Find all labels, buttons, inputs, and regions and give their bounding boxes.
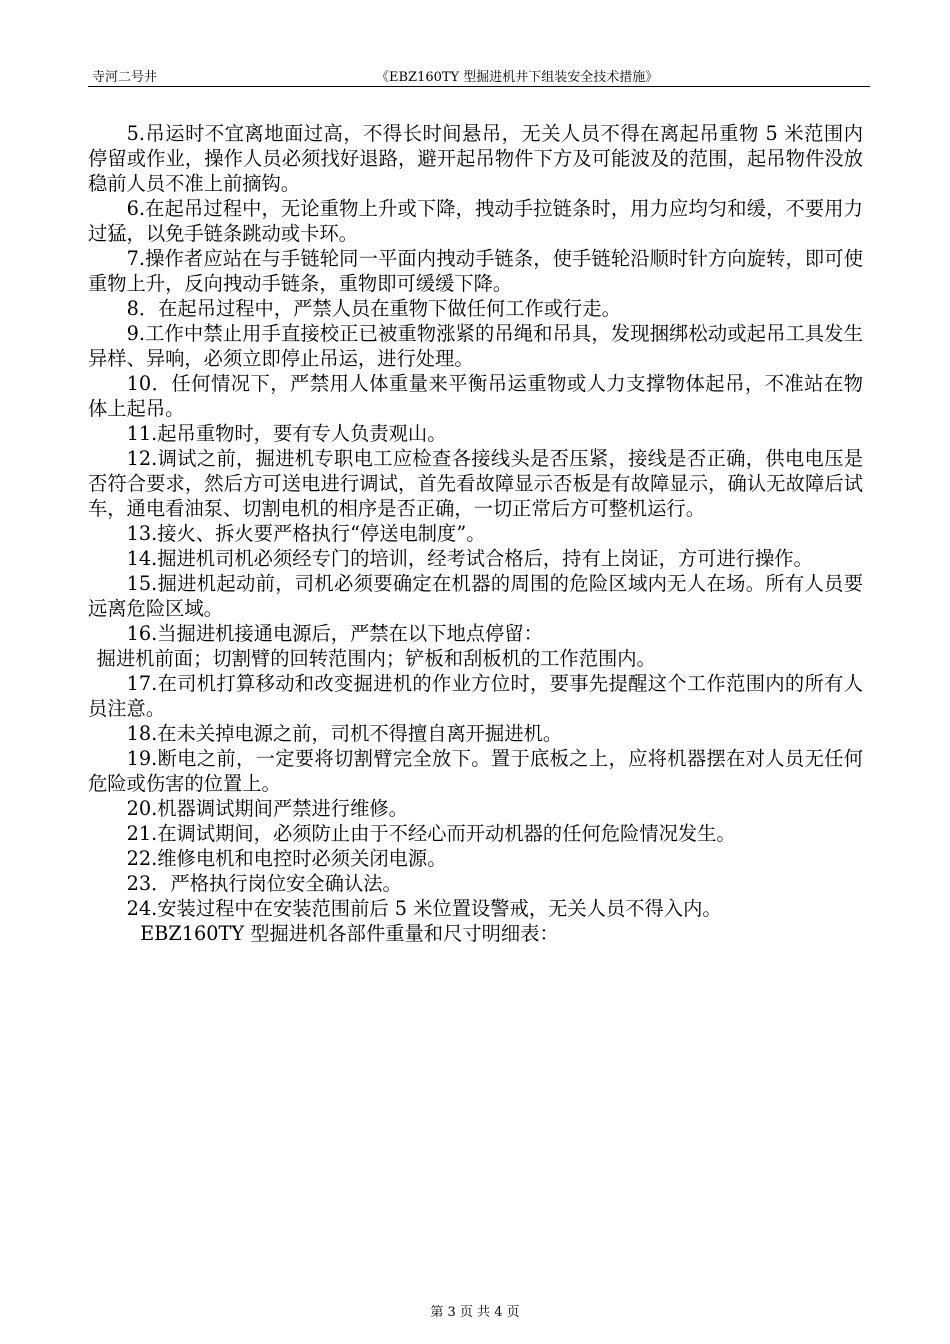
paragraph-item-21: 21.在调试期间，必须防止由于不经心而开动机器的任何危险情况发生。 bbox=[126, 822, 736, 845]
paragraph-item-6: 6.在起吊过程中，无论重物上升或下降，拽动手拉链条时，用力应均匀和缓，不要用力过猛，以免手链条跳动或卡环。 bbox=[88, 197, 863, 245]
paragraph-item-10: 10．任何情况下，严禁用人体重量来平衡吊运重物或人力支撑物体起吊，不准站在物体上起吊。 bbox=[88, 372, 863, 420]
header-document-title: 《EBZ160TY 型掘进机井下组装安全技术措施》 bbox=[376, 70, 659, 85]
paragraph-item-24: 24.安装过程中在安装范围前后 5 米位置设警戒，无关人员不得入内。 bbox=[126, 897, 722, 920]
paragraph-item-16: 16.当掘进机接通电源后，严禁在以下地点停留： bbox=[126, 622, 543, 645]
paragraph-item-16-detail: 掘进机前面；切割臂的回转范围内；铲板和刮板机的工作范围内。 bbox=[96, 647, 656, 670]
paragraph-item-22: 22.维修电机和电控时必须关闭电源。 bbox=[126, 847, 447, 870]
paragraph-item-7: 7.操作者应站在与手链轮同一平面内拽动手链条，使手链轮沿顺时针方向旋转，即可使重物上升，反向拽动手链条，重物即可缓缓下降。 bbox=[88, 247, 863, 295]
paragraph-item-14: 14.掘进机司机必须经专门的培训，经考试合格后，持有上岗证，方可进行操作。 bbox=[126, 547, 813, 570]
paragraph-item-17: 17.在司机打算移动和改变掘进机的作业方位时，要事先提醒这个工作范围内的所有人员注意。 bbox=[88, 672, 863, 720]
paragraph-item-12: 12.调试之前，掘进机专职电工应检查各接线头是否压紧，接线是否正确，供电电压是否符合要求，然后方可送电进行调试，首先看故障显示否板是有故障显示，确认无故障后试车，通电看油泵、切割电机的相序是否正确，一切正常后方可整机运行。 bbox=[88, 447, 863, 520]
page-header bbox=[88, 66, 870, 87]
paragraph-item-19: 19.断电之前，一定要将切割臂完全放下。置于底板之上，应将机器摆在对人员无任何危险或伤害的位置上。 bbox=[88, 747, 863, 795]
paragraph-item-9: 9.工作中禁止用手直接校正已被重物涨紧的吊绳和吊具，发现捆绑松动或起吊工具发生异样、异响，必须立即停止吊运，进行处理。 bbox=[88, 322, 863, 370]
paragraph-item-18: 18.在未关掉电源之前，司机不得擅自离开掘进机。 bbox=[126, 722, 563, 745]
paragraph-item-8: 8．在起吊过程中，严禁人员在重物下做任何工作或行走。 bbox=[126, 297, 621, 320]
page-number-footer: 第 3 页 共 4 页 bbox=[430, 1305, 520, 1320]
paragraph-item-20: 20.机器调试期间严禁进行维修。 bbox=[126, 797, 408, 820]
paragraph-item-23: 23．严格执行岗位安全确认法。 bbox=[126, 872, 402, 895]
paragraph-item-13: 13.接火、拆火要严格执行“停送电制度”。 bbox=[126, 522, 486, 545]
paragraph-item-5: 5.吊运时不宜离地面过高，不得长时间悬吊，无关人员不得在离起吊重物 5 米范围内停留或作业，操作人员必须找好退路，避开起吊物件下方及可能波及的范围，起吊物件没放稳前人员不准上前摘钩。 bbox=[88, 122, 863, 195]
document-body bbox=[88, 121, 863, 946]
paragraph-item-11: 11.起吊重物时，要有专人负责观山。 bbox=[126, 422, 447, 445]
table-caption: EBZ160TY 型掘进机各部件重量和尺寸明细表： bbox=[140, 922, 559, 945]
header-mine-name: 寺河二号井 bbox=[92, 70, 158, 85]
paragraph-item-15: 15.掘进机起动前，司机必须要确定在机器的周围的危险区域内无人在场。所有人员要远离危险区域。 bbox=[88, 572, 863, 620]
